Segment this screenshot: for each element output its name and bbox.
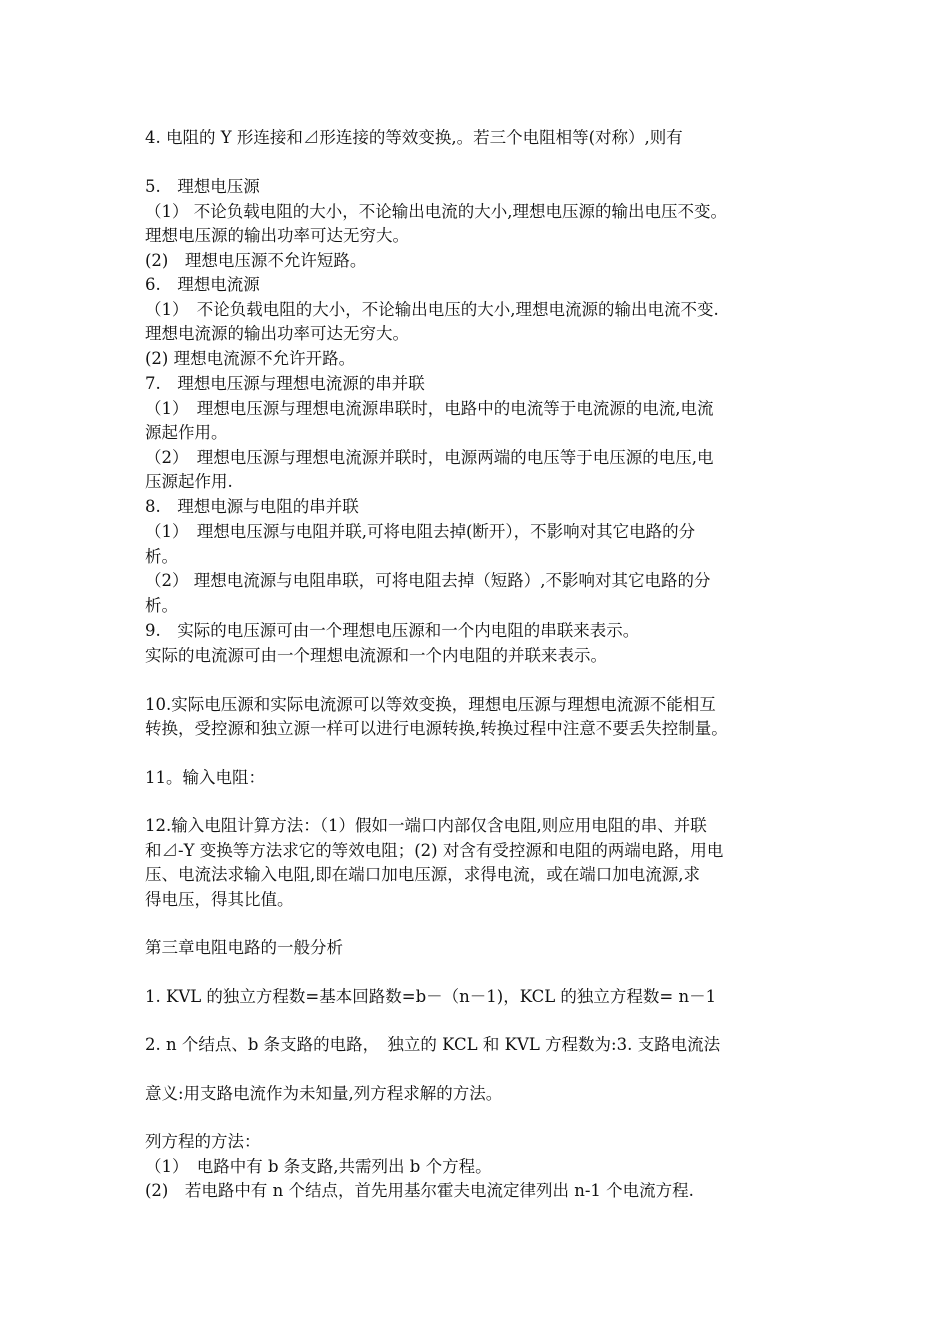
text-line: 压、电流法求输入电阻,即在端口加电压源，求得电流，或在端口加电流源,求 — [145, 865, 700, 884]
section-heading: 7. 理想电压源与理想电流源的串并联 — [145, 374, 425, 393]
section-heading: 11。输入电阻： — [145, 768, 265, 787]
text-line: （1） 理想电压源与理想电流源串联时，电路中的电流等于电流源的电流,电流 — [145, 399, 714, 418]
text-line: (2) 理想电流源不允许开路。 — [145, 349, 356, 368]
section-heading: 8. 理想电源与电阻的串并联 — [145, 497, 359, 516]
text-line: 2. n 个结点、b 条支路的电路， 独立的 KCL 和 KVL 方程数为:3. 支路电流法 — [145, 1035, 721, 1054]
text-line: 源起作用。 — [145, 423, 228, 442]
section-heading: 6. 理想电流源 — [145, 275, 260, 294]
text-line: 得电压，得其比值。 — [145, 890, 294, 909]
chapter-title: 第三章电阻电路的一般分析 — [145, 938, 343, 957]
text-line: 理想电压源的输出功率可达无穷大。 — [145, 226, 409, 245]
text-line: （1） 不论负载电阻的大小，不论输出电压的大小,理想电流源的输出电流不变. — [145, 300, 719, 319]
text-line: 理想电流源的输出功率可达无穷大。 — [145, 324, 409, 343]
text-line: 转换，受控源和独立源一样可以进行电源转换,转换过程中注意不要丢失控制量。 — [145, 719, 728, 738]
text-line: （1） 电路中有 b 条支路,共需列出 b 个方程。 — [145, 1157, 492, 1176]
text-line: 和⊿-Y 变换等方法求它的等效电阻；(2) 对含有受控源和电阻的两端电路，用电 — [145, 841, 724, 860]
text-line: 析。 — [145, 547, 178, 566]
text-line: 意义:用支路电流作为未知量,列方程求解的方法。 — [145, 1084, 503, 1103]
text-line: 12.输入电阻计算方法：（1）假如一端口内部仅含电阻,则应用电阻的串、并联 — [145, 816, 707, 835]
text-line: (2) 若电路中有 n 个结点，首先用基尔霍夫电流定律列出 n-1 个电流方程. — [145, 1181, 694, 1200]
text-line: （2） 理想电流源与电阻串联，可将电阻去掉（短路）,不影响对其它电路的分 — [145, 571, 711, 590]
text-line: 压源起作用. — [145, 472, 233, 491]
text-line: 实际的电流源可由一个理想电流源和一个内电阻的并联来表示。 — [145, 646, 607, 665]
section-heading: 5. 理想电压源 — [145, 177, 260, 196]
text-line: 列方程的方法： — [145, 1132, 261, 1151]
text-line: (2) 理想电压源不允许短路。 — [145, 251, 367, 270]
text-line: 10.实际电压源和实际电流源可以等效变换，理想电压源与理想电流源不能相互 — [145, 695, 716, 714]
section-heading: 9. 实际的电压源可由一个理想电压源和一个内电阻的串联来表示。 — [145, 621, 640, 640]
text-line: 析。 — [145, 596, 178, 615]
text-line: 4. 电阻的 Y 形连接和⊿形连接的等效变换,。若三个电阻相等(对称）,则有 — [145, 128, 683, 147]
text-line: （2） 理想电压源与理想电流源并联时，电源两端的电压等于电压源的电压,电 — [145, 448, 714, 467]
text-line: 1. KVL 的独立方程数=基本回路数=b－（n－1)，KCL 的独立方程数= n－1 — [145, 987, 717, 1006]
text-line: （1） 理想电压源与电阻并联,可将电阻去掉(断开），不影响对其它电路的分 — [145, 522, 696, 541]
text-line: （1） 不论负载电阻的大小，不论输出电流的大小,理想电压源的输出电压不变。 — [145, 202, 727, 221]
